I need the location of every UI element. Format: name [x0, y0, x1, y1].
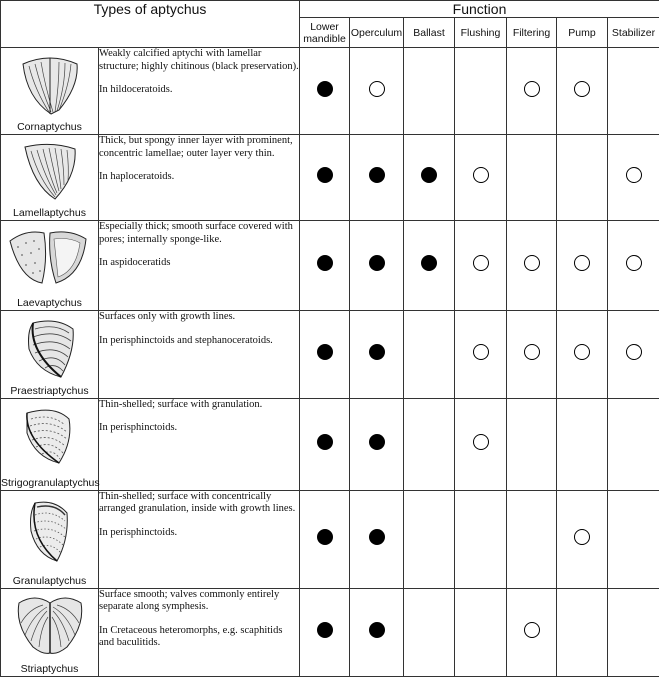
mark-cell	[557, 490, 608, 588]
aptychus-description: Thick, but spongy inner layer with prominent, concentric lamellae; outer layer very thin.	[99, 135, 293, 159]
mark-cell	[350, 48, 404, 135]
function-mark	[473, 529, 489, 545]
function-mark	[574, 255, 590, 271]
aptychus-illustration-cell	[1, 588, 99, 676]
strigogranulaptychus-shell-icon	[15, 405, 85, 469]
mark-cell	[608, 221, 659, 311]
function-mark	[524, 622, 540, 638]
mark-cell	[404, 48, 455, 135]
aptychus-occurrence: In Cretaceous heteromorphs, e.g. scaphitids and baculitids.	[99, 624, 283, 649]
function-mark	[317, 344, 333, 360]
striaptychus-shell-icon	[13, 595, 87, 657]
function-mark	[473, 167, 489, 183]
function-mark	[574, 167, 590, 183]
function-mark	[626, 434, 642, 450]
function-mark	[421, 529, 437, 545]
function-mark	[317, 529, 333, 545]
col-flushing: Flushing	[455, 18, 507, 48]
aptychus-description: Surface smooth; valves commonly entirely separate along symphesis.	[99, 588, 280, 613]
mark-cell	[507, 48, 557, 135]
aptychus-name: Praestriaptychus	[10, 384, 89, 397]
mark-cell	[507, 135, 557, 221]
mark-cell	[350, 135, 404, 221]
aptychus-illustration-cell	[1, 48, 99, 135]
function-mark	[369, 622, 385, 638]
function-mark	[317, 622, 333, 638]
mark-cell	[300, 490, 350, 588]
function-mark	[524, 255, 540, 271]
mark-cell	[350, 588, 404, 676]
function-mark	[317, 167, 333, 183]
function-mark	[574, 81, 590, 97]
mark-cell	[557, 588, 608, 676]
function-mark	[421, 622, 437, 638]
function-mark	[421, 434, 437, 450]
function-mark	[626, 81, 642, 97]
aptychus-occurrence: In aspidoceratids	[99, 257, 171, 269]
mark-cell	[404, 490, 455, 588]
function-mark	[369, 81, 385, 97]
mark-cell	[404, 398, 455, 490]
function-mark	[421, 167, 437, 183]
function-mark	[473, 81, 489, 97]
col-stabilizer: Stabilizer	[608, 18, 659, 48]
table-row	[1, 311, 659, 398]
function-mark	[574, 434, 590, 450]
col-pump: Pump	[557, 18, 608, 48]
aptychus-name: Strigogranulaptychus	[1, 476, 100, 489]
function-mark	[473, 434, 489, 450]
granulaptychus-shell-icon	[15, 497, 85, 567]
types-of-aptychus-header: Types of aptychus	[1, 1, 300, 48]
table-row	[1, 135, 659, 221]
aptychus-occurrence: In perisphinctoids and stephanoceratoids.	[99, 334, 273, 346]
mark-cell	[455, 398, 507, 490]
mark-cell	[608, 311, 659, 398]
aptychus-occurrence: In hildoceratoids.	[99, 84, 173, 95]
col-lower-mandible: Lower mandible	[300, 18, 350, 48]
lamellaptychus-shell-icon	[15, 141, 85, 203]
cornaptychus-shell-icon	[15, 54, 85, 116]
mark-cell	[507, 311, 557, 398]
aptychus-description-cell	[99, 221, 300, 311]
function-mark	[317, 81, 333, 97]
table-row	[1, 490, 659, 588]
col-operculum: Operculum	[350, 18, 404, 48]
mark-cell	[300, 48, 350, 135]
mark-cell	[608, 588, 659, 676]
mark-cell	[557, 221, 608, 311]
mark-cell	[404, 135, 455, 221]
aptychus-description: Thin-shelled; surface with granulation.	[99, 398, 263, 410]
mark-cell	[557, 48, 608, 135]
mark-cell	[455, 48, 507, 135]
function-mark	[421, 255, 437, 271]
function-mark	[473, 344, 489, 360]
aptychus-description: Thin-shelled; surface with concentrically arranged granulation, inside with growth lines.	[99, 490, 296, 515]
aptychus-description: Surfaces only with growth lines.	[99, 311, 236, 323]
aptychus-name: Laevaptychus	[17, 297, 82, 310]
mark-cell	[300, 135, 350, 221]
aptychus-occurrence: In perisphinctoids.	[99, 422, 178, 434]
mark-cell	[455, 490, 507, 588]
function-mark	[626, 167, 642, 183]
function-mark	[574, 529, 590, 545]
aptychus-occurrence: In haploceratoids.	[99, 171, 175, 183]
mark-cell	[300, 588, 350, 676]
mark-cell	[350, 311, 404, 398]
mark-cell	[350, 221, 404, 311]
function-mark	[574, 344, 590, 360]
aptychus-name: Cornaptychus	[17, 121, 82, 134]
aptychus-name: Lamellaptychus	[13, 207, 86, 220]
aptychus-illustration-cell	[1, 490, 99, 588]
table-row	[1, 221, 659, 311]
function-mark	[369, 434, 385, 450]
praestriaptychus-shell-icon	[15, 317, 85, 381]
mark-cell	[455, 135, 507, 221]
mark-cell	[455, 221, 507, 311]
function-mark	[524, 529, 540, 545]
mark-cell	[455, 588, 507, 676]
function-mark	[626, 344, 642, 360]
mark-cell	[608, 135, 659, 221]
aptychus-description-cell	[99, 490, 300, 588]
function-mark	[574, 622, 590, 638]
function-mark	[369, 167, 385, 183]
table-row	[1, 398, 659, 490]
mark-cell	[300, 311, 350, 398]
mark-cell	[507, 221, 557, 311]
function-mark	[421, 344, 437, 360]
mark-cell	[350, 398, 404, 490]
function-mark	[524, 434, 540, 450]
function-mark	[626, 255, 642, 271]
mark-cell	[404, 221, 455, 311]
function-mark	[524, 344, 540, 360]
aptychus-description-cell	[99, 398, 300, 490]
aptychus-name: Striaptychus	[20, 663, 79, 675]
mark-cell	[608, 48, 659, 135]
mark-cell	[404, 311, 455, 398]
table-row	[1, 588, 659, 676]
col-ballast: Ballast	[404, 18, 455, 48]
function-mark	[369, 529, 385, 545]
function-mark	[317, 255, 333, 271]
aptychus-illustration-cell	[1, 311, 99, 398]
function-mark	[369, 255, 385, 271]
col-filtering: Filtering	[507, 18, 557, 48]
aptychus-name: Granulaptychus	[12, 574, 87, 587]
function-mark	[473, 255, 489, 271]
function-mark	[524, 81, 540, 97]
mark-cell	[507, 588, 557, 676]
function-mark	[524, 167, 540, 183]
mark-cell	[507, 398, 557, 490]
mark-cell	[507, 490, 557, 588]
function-mark	[317, 434, 333, 450]
aptychus-description-cell	[99, 135, 300, 221]
aptychus-description-cell	[99, 311, 300, 398]
mark-cell	[557, 135, 608, 221]
mark-cell	[350, 490, 404, 588]
function-mark	[369, 344, 385, 360]
mark-cell	[300, 398, 350, 490]
mark-cell	[557, 311, 608, 398]
aptychus-illustration-cell	[1, 221, 99, 311]
function-header: Function	[300, 1, 659, 18]
function-mark	[626, 622, 642, 638]
aptychus-description-cell	[99, 48, 300, 135]
table-row	[1, 48, 659, 135]
aptychus-description: Especially thick; smooth surface covered with pores; internally sponge-like.	[99, 221, 293, 245]
function-mark	[421, 81, 437, 97]
laevaptychus-shell-icon	[6, 227, 92, 289]
aptychus-illustration-cell	[1, 135, 99, 221]
mark-cell	[608, 490, 659, 588]
mark-cell	[557, 398, 608, 490]
mark-cell	[404, 588, 455, 676]
mark-cell	[608, 398, 659, 490]
mark-cell	[455, 311, 507, 398]
aptychus-occurrence: In perisphinctoids.	[99, 526, 178, 538]
aptychus-description: Weakly calcified aptychi with lamellar structure; highly chitinous (black preservation).	[99, 48, 299, 72]
function-mark	[626, 529, 642, 545]
aptychus-illustration-cell	[1, 398, 99, 490]
aptychus-description-cell	[99, 588, 300, 676]
mark-cell	[300, 221, 350, 311]
function-mark	[473, 622, 489, 638]
